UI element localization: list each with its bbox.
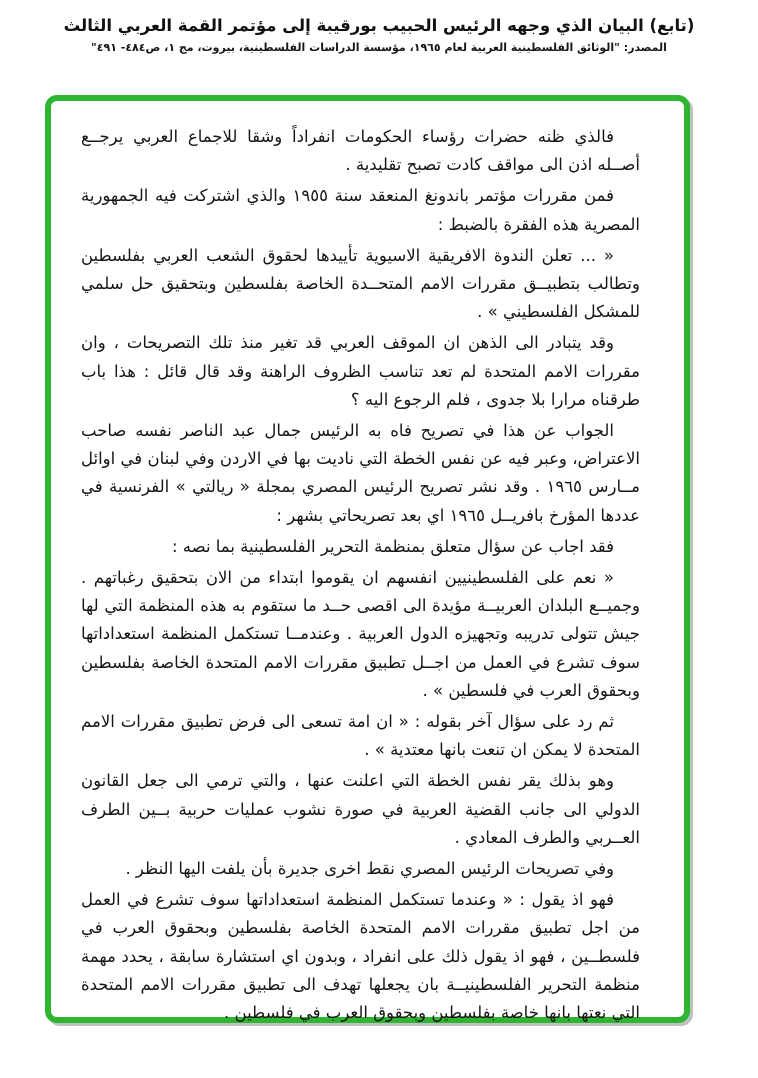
paragraph: فهو اذ يقول : « وعندما تستكمل المنظمة استعداداتها سوف تشرع في العمل من اجل تطبيق مقررات الامم المتحدة الخاصة بفلسطين وبحقوق العرب في فلسطــين ، فهو اذ يقول ذلك على انفراد ، وبدون اي استشارة سابقة ، يحدد مهمة منظمة التحرير الفلسطينيــة بان يجعلها تهدف الى تطبيق مقررات الامم المتحدة التي نعتها بانها خاصة بفلسطين وبحقوق العرب في فلسطين . xyxy=(81,890,640,1023)
paragraph: ثم رد على سؤال آخر بقوله : « ان امة تسعى الى فرض تطبيق مقررات الامم المتحدة لا يمكن ان تنعت بانها معتدية » . xyxy=(81,712,640,760)
source-citation: المصدر: "الوثائق الفلسطينية العربية لعام ١٩٦٥، مؤسسة الدراسات الفلسطينية، بيروت، مج ١، ص٤٨٤- ٤٩١" xyxy=(91,41,667,54)
document-text-box xyxy=(45,95,690,1023)
paragraph: « نعم على الفلسطينيين انفسهم ان يقوموا ابتداء من الان بتحقيق رغباتهم . وجميــع البلدان العربيــة مؤيدة الى اقصى حــد ما ستقوم به هذه المنظمة التي لها جيش تتولى تدريبه وتجهيزه الدول العربية . وعندمــا تستكمل المنظمة استعداداتها سوف تشرع في العمل من اجــل تطبيق مقررات الامم المتحدة الخاصة بفلسطين وبحقوق العرب في فلسطين » . xyxy=(81,568,640,700)
paragraph: وقد يتبادر الى الذهن ان الموقف العربي قد تغير منذ تلك التصريحات ، وان مقررات الامم المتحدة لم تعد تناسب الظروف الراهنة وقد قال قائل : هذا باب طرقناه مرارا بلا جدوى ، فلم الرجوع اليه ؟ xyxy=(81,333,640,409)
paragraph: فالذي ظنه حضرات رؤساء الحكومات انفراداً وشقا للاجماع العربي يرجــع أصــله اذن الى مواقف كادت تصبح تقليدية . xyxy=(81,127,640,175)
paragraph: « ... تعلن الندوة الافريقية الاسيوية تأييدها لحقوق الشعب العربي بفلسطين وتطالب بتطبيــق مقررات الامم المتحــدة الخاصة بفلسطين وبتحقيق حل سلمي للمشكل الفلسطيني » . xyxy=(81,245,640,322)
paragraph: فقد اجاب عن سؤال متعلق بمنظمة التحرير الفلسطينية بما نصه : xyxy=(171,536,614,556)
paragraph: الجواب عن هذا في تصريح فاه به الرئيس جمال عبد الناصر نفسه صاحب الاعتراض، وعبر فيه عن نفس الخطة التي ناديت بها في الاردن وفي لبنان في اوائل مــارس ١٩٦٥ . وقد نشر تصريح الرئيس المصري بمجلة « ريالتي » الفرنسية في عددها المؤرخ بافريــل ١٩٦٥ اي بعد تصريحاتي بشهر : xyxy=(81,421,640,525)
document-header xyxy=(0,16,758,54)
paragraph: فمن مقررات مؤتمر باندونغ المنعقد سنة ١٩٥٥ والذي اشتركت فيه الجمهورية المصرية هذه الفقرة بالضبط : xyxy=(81,186,640,234)
page-title: (تابع) البيان الذي وجهه الرئيس الحبيب بورقيبة إلى مؤتمر القمة العربي الثالث xyxy=(63,16,695,35)
document-body xyxy=(81,123,640,1027)
paragraph: وفي تصريحات الرئيس المصري نقط اخرى جديرة بأن يلفت اليها النظر . xyxy=(125,859,614,879)
paragraph: وهو بذلك يقر نفس الخطة التي اعلنت عنها ، والتي ترمي الى جعل القانون الدولي الى جانب القضية العربية في صورة نشوب عمليات حربية بــين الطرف العــربي والطرف المعادي . xyxy=(81,771,640,847)
